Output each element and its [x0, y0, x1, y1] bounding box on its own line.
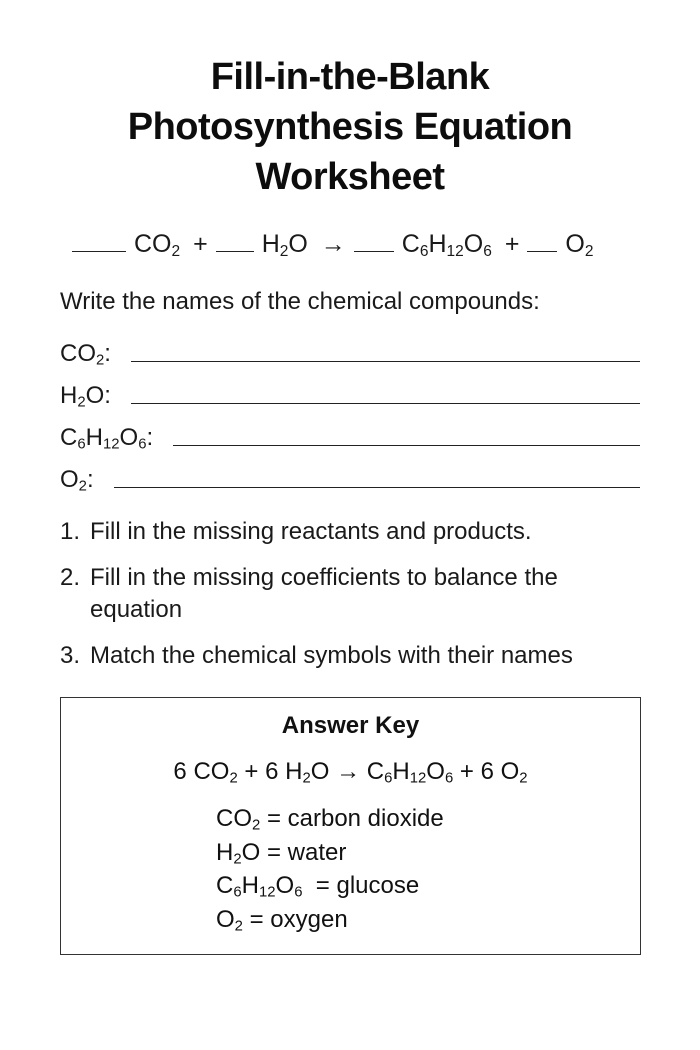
- coefficient-blank-h2o[interactable]: [216, 251, 254, 252]
- formula-co2: $CO_2$: [134, 230, 181, 260]
- formula-glucose: $C_6H_{12}O_6$: [401, 230, 492, 260]
- formula-label: $H_2O$:: [60, 382, 111, 411]
- formula-h2o: $H_2O$: [261, 230, 308, 260]
- naming-row-h2o: [60, 376, 640, 410]
- plus-sign: +: [504, 230, 520, 258]
- answer-item-h2o: $H_2O$ = water: [216, 838, 347, 868]
- blank-equation: [72, 224, 632, 264]
- answer-key-title: Answer Key: [281, 712, 420, 739]
- naming-row-o2: [60, 460, 640, 494]
- formula-label: $O_2$:: [60, 466, 94, 495]
- coefficient-blank-o2[interactable]: [527, 251, 557, 252]
- instruction-item: 1. Fill in the missing reactants and products.: [60, 518, 532, 545]
- answer-key-box: [60, 697, 641, 955]
- page-title: [0, 52, 700, 202]
- answer-item-glucose: $C_6H_{12}O_6 = glucose$: [216, 872, 420, 901]
- instruction-item: 3. Match the chemical symbols with their names: [60, 642, 573, 669]
- formula-o2: $O_2$: [565, 230, 594, 260]
- answer-line-co2[interactable]: [131, 361, 640, 362]
- title-line-1: Fill-in-the-Blank: [210, 56, 490, 98]
- naming-row-glucose: [60, 418, 640, 452]
- formula-label: $CO_2$:: [60, 340, 111, 369]
- answer-line-glucose[interactable]: [173, 445, 640, 446]
- arrow-icon: →: [336, 758, 361, 785]
- instruction-item: 2. Fill in the missing coefficients to balance the equation: [60, 564, 558, 623]
- naming-prompt: Write the names of the chemical compounds:: [60, 288, 540, 315]
- answer-line-o2[interactable]: [114, 487, 640, 488]
- coefficient-blank-glucose[interactable]: [354, 251, 394, 252]
- arrow-icon: →: [320, 230, 346, 258]
- naming-row-co2: [60, 334, 640, 368]
- title-line-2: Photosynthesis Equation: [127, 106, 573, 148]
- balanced-equation: 6 $CO_2 + 6$ $H_2O \to C_6H_{12}O_6 + 6$ $O_2$: [173, 758, 528, 787]
- answer-list: [216, 802, 444, 936]
- coefficient-blank-co2[interactable]: [72, 251, 126, 252]
- answer-item-o2: $O_2$ = oxygen: [216, 905, 348, 935]
- title-line-3: Worksheet: [255, 156, 445, 198]
- formula-label: $C_6H_{12}O_6$:: [60, 424, 154, 453]
- plus-sign: +: [193, 230, 208, 258]
- answer-line-h2o[interactable]: [131, 403, 640, 404]
- answer-item-co2: $CO_2$ = carbon dioxide: [216, 805, 444, 834]
- instructions-list: [60, 516, 640, 686]
